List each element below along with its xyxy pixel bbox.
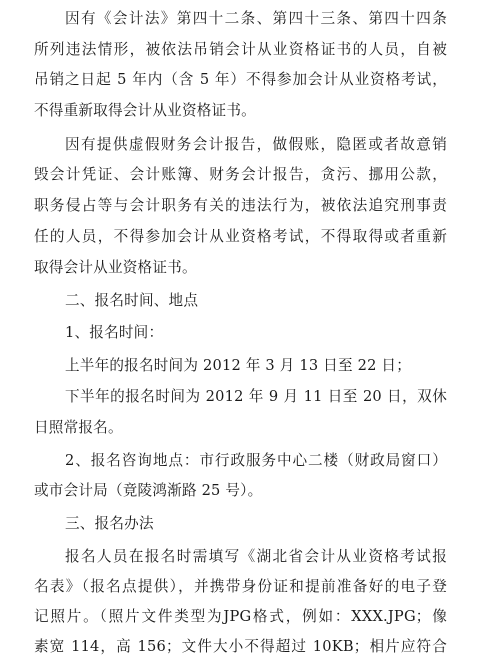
paragraph-1-line-2: 所列违法情形，被依法吊销会计从业资格证书的人员，自被 — [34, 41, 447, 58]
second-half-registration-time-line-2: 日照常报名。 — [34, 419, 123, 436]
paragraph-2-line-4: 任的人员，不得参加会计从业资格考试，不得取得或者重新 — [34, 228, 447, 245]
section-heading-registration-time-place: 二、报名时间、地点 — [65, 292, 199, 309]
paragraph-2-line-1: 因有提供虚假财务会计报告，做假账，隐匿或者故意销 — [65, 136, 447, 153]
registration-method-paragraph-line-3: 记照片。（照片文件类型为JPG格式，例如：XXX.JPG；像 — [34, 608, 447, 625]
registration-consultation-place-line-2: 或市会计局（竟陵鸿渐路 25 号）。 — [34, 482, 263, 499]
registration-consultation-place-line-1: 2、报名咨询地点：市行政服务中心二楼（财政局窗口） — [65, 452, 447, 469]
paragraph-2-line-3: 职务侵占等与会计职务有关的违法行为，被依法追究刑事责 — [34, 197, 447, 214]
paragraph-1-line-3: 吊销之日起 5 年内（含 5 年）不得参加会计从业资格考试， — [34, 71, 447, 88]
paragraph-1-line-1: 因有《会计法》第四十二条、第四十三条、第四十四条 — [65, 10, 447, 27]
subheading-registration-time: 1、报名时间： — [65, 324, 164, 341]
first-half-registration-time: 上半年的报名时间为 2012 年 3 月 13 日至 22 日； — [65, 357, 411, 374]
registration-method-paragraph-line-4: 素宽 114，高 156；文件大小不得超过 10KB；相片应符合 — [34, 638, 447, 655]
second-half-registration-time-line-1: 下半年的报名时间为 2012 年 9 月 11 日至 20 日，双休 — [65, 388, 447, 405]
paragraph-2-line-2: 毁会计凭证、会计账簿、财务会计报告，贪污、挪用公款， — [34, 166, 447, 183]
section-heading-registration-method: 三、报名办法 — [65, 515, 154, 532]
registration-method-paragraph-line-2: 名表》（报名点提供），并携带身份证和提前准备好的电子登 — [34, 578, 447, 595]
registration-method-paragraph-line-1: 报名人员在报名时需填写《湖北省会计从业资格考试报 — [65, 548, 447, 565]
paragraph-1-line-4: 不得重新取得会计从业资格证书。 — [34, 102, 256, 119]
paragraph-2-line-5: 取得会计从业资格证书。 — [34, 259, 197, 276]
